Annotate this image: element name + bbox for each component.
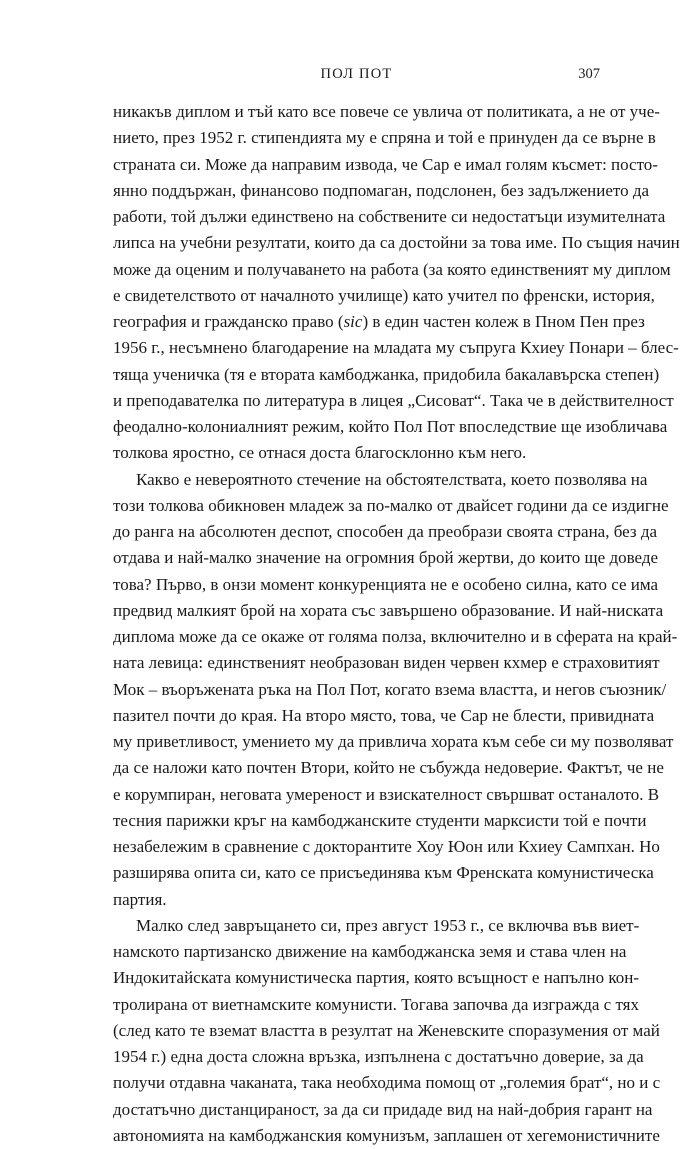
text-line: Какво е невероятното стечение на обстоятелствата, което позволява на: [136, 469, 648, 489]
text-line: толкова яростно, се отнася доста благосклонно към него.: [113, 443, 527, 463]
text-line: липса на учебни резултати, които да са достойни за това име. По същия начин: [113, 233, 680, 253]
text-line: намското партизанско движение на камбоджанска земя и става член на: [113, 942, 627, 961]
text-line: незабележим в сравнение с докторантите Хоу Юон или Кхиеу Сампхан. Но: [113, 837, 660, 856]
text-line: Мок – въоръжената ръка на Пол Пот, когато взема властта, и негов съюзник/: [113, 679, 667, 699]
text-line: никакъв диплом и тъй като все повече се увлича от политиката, а не от уче-: [113, 102, 660, 121]
text-segment: география и гражданско право (: [113, 312, 344, 331]
text-line: може да оценим и получаването на работа (за която единственият му диплом: [113, 259, 671, 279]
text-line: пазител почти до края. На второ място, това, че Сар не блести, привидната: [113, 705, 655, 725]
running-head-title: ПОЛ ПОТ: [320, 66, 393, 82]
text-segment: ) в един частен колеж в Пном Пен през: [362, 312, 645, 331]
text-line: 1956 г., несъмнено благодарение на младата му съпруга Кхиеу Понари – блес-: [113, 338, 679, 358]
sic-annotation: sic: [343, 312, 363, 331]
text-line: този толкова обикновен младеж за по-малко от двайсет години да се издигне: [113, 495, 669, 515]
text-line: партия.: [113, 889, 167, 909]
text-line: до ранга на абсолютен деспот, способен да преобрази своята страна, без да: [113, 522, 658, 541]
text-line: е корумпиран, неговата умереност и взискателност свършват останалото. В: [113, 784, 660, 804]
text-line: тесния парижки кръг на камбоджанските студенти марксисти той е почти: [113, 810, 647, 830]
text-line: да се наложи като почтен Втори, който не събужда недоверие. Фактът, че не: [113, 758, 664, 778]
text-line: автономията на камбоджанския комунизъм, заплашен от хегемонистичните: [113, 1125, 660, 1145]
text-line: и преподавателка по литература в лицея „Сисоват“. Така че в действителност: [113, 390, 674, 410]
text-line: нието, през 1952 г. стипендията му е спряна и той е принуден да се върне в: [113, 128, 656, 148]
body-text: [113, 99, 680, 1149]
text-line: феодално-колониалният режим, който Пол Пот впоследствие ще изобличава: [113, 417, 668, 436]
text-line: [113, 309, 645, 335]
page-number: 307: [578, 66, 600, 82]
text-line: това? Първо, в онзи момент конкуренцията не е особено силна, като се има: [113, 574, 659, 594]
text-line: предвид малкият брой на хората със завършено образование. И най-ниската: [113, 600, 664, 620]
text-line: Малко след завръщането си, през август 1953 г., се включва във виет-: [136, 915, 640, 935]
text-line: 1954 г.) една доста сложна връзка, изпълнена с достатъчно доверие, за да: [113, 1047, 644, 1066]
text-line: работи, той дължи единствено на собствените си недостатъци изумителната: [113, 207, 666, 226]
text-line: тролирана от виетнамските комунисти. Тогава започва да изгражда с тях: [113, 994, 639, 1014]
text-line: получи отдавна чаканата, така необходима помощ от „големия брат“, но и с: [113, 1073, 661, 1093]
text-line: (след като те вземат властта в резултат на Женевските споразумения от май: [113, 1020, 660, 1040]
text-line: янно поддържан, финансово подпомаган, подслонен, без задължението да: [113, 180, 650, 200]
text-line: достатъчно дистанцираност, за да си придаде вид на най-добрия гарант на: [113, 1099, 653, 1119]
text-line: диплома може да се окаже от голяма полза, включително и в сферата на край-: [113, 627, 678, 646]
text-line: разширява опита си, като се присъединява към Френската комунистическа: [113, 863, 654, 883]
text-line: тяща ученичка (тя е втората камбоджанка, придобила бакалавърска степен): [113, 364, 660, 384]
paragraph: [113, 99, 680, 467]
text-line: е свидетелството от началното училище) като учител по френски, история,: [113, 285, 655, 305]
paragraph: [113, 913, 661, 1149]
paragraph: [113, 467, 678, 913]
text-line: ната левица: единственият необразован виден червен кхмер е страховитият: [113, 653, 660, 673]
text-line: му приветливост, умението му да привлича хората към себе си му позволяват: [113, 732, 674, 751]
text-line: Индокитайската комунистическа партия, която всъщност е напълно кон-: [113, 968, 640, 988]
text-line: страната си. Може да направим извода, че Сар е имал голям късмет: посто-: [113, 154, 658, 174]
text-line: отдава и най-малко значение на огромния брой жертви, до които ще доведе: [113, 548, 659, 568]
running-header: [113, 66, 600, 86]
